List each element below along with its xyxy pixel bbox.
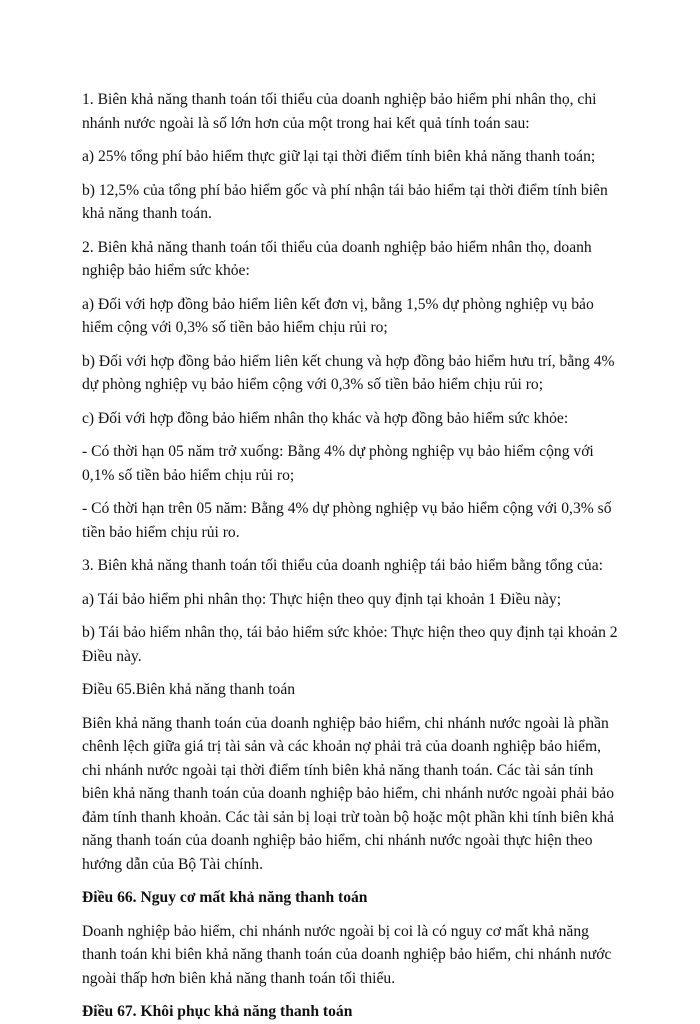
paragraph-khoan-2-b: b) Đối với hợp đồng bảo hiểm liên kết chung và hợp đồng bảo hiểm hưu trí, bằng 4% dự phòng nghiệp vụ bảo hiểm cộng với 0,3% số tiền bảo hiểm chịu rủi ro; bbox=[82, 352, 615, 393]
heading-dieu-66: Điều 66. Nguy cơ mất khả năng thanh toán bbox=[82, 889, 368, 906]
paragraph-khoan-1-b: b) 12,5% của tổng phí bảo hiểm gốc và phí nhận tái bảo hiểm tại thời điểm tính biên khả năng thanh toán. bbox=[82, 181, 608, 222]
paragraph-khoan-2-c: c) Đối với hợp đồng bảo hiểm nhân thọ khác và hợp đồng bảo hiểm sức khỏe: bbox=[82, 409, 569, 427]
paragraph-dieu-66-body: Doanh nghiệp bảo hiểm, chi nhánh nước ngoài bị coi là có nguy cơ mất khả năng thanh toán khi biên khả năng thanh toán của doanh nghiệp bảo hiểm, chi nhánh nước ngoài thấp hơn biên khả năng thanh toán tối thiểu. bbox=[82, 922, 612, 987]
paragraph-khoan-3-a: a) Tái bảo hiểm phi nhân thọ: Thực hiện theo quy định tại khoản 1 Điều này; bbox=[82, 590, 562, 608]
paragraph-dieu-65-body: Biên khả năng thanh toán của doanh nghiệp bảo hiểm, chi nhánh nước ngoài là phần chênh lệch giữa giá trị tài sản và các khoản nợ phải trả của doanh nghiệp bảo hiểm, chi nhánh nước ngoài tại thời điểm tính biên khả năng thanh toán. Các tài sản tính biên khả năng thanh toán của doanh nghiệp bảo hiểm, chi nhánh nước ngoài phải bảo đảm tính thanh khoản. Các tài sản bị loại trừ toàn bộ hoặc một phần khi tính biên khả năng thanh toán của doanh nghiệp bảo hiểm, chi nhánh nước ngoài thực hiện theo hướng dẫn của Bộ Tài chính. bbox=[82, 714, 615, 873]
heading-dieu-65: Điều 65.Biên khả năng thanh toán bbox=[82, 681, 296, 698]
paragraph-khoan-2-c-dash-1: - Có thời hạn 05 năm trở xuống: Bằng 4% dự phòng nghiệp vụ bảo hiểm cộng với 0,1% số tiền bảo hiểm chịu rủi ro; bbox=[82, 443, 594, 484]
heading-dieu-67: Điều 67. Khôi phục khả năng thanh toán bbox=[82, 1003, 353, 1020]
paragraph-khoan-2-a: a) Đối với hợp đồng bảo hiểm liên kết đơn vị, bằng 1,5% dự phòng nghiệp vụ bảo hiểm cộng với 0,3% số tiền bảo hiểm chịu rủi ro; bbox=[82, 295, 594, 336]
paragraph-khoan-3: 3. Biên khả năng thanh toán tối thiểu của doanh nghiệp tái bảo hiểm bằng tổng của: bbox=[82, 557, 603, 574]
paragraph-khoan-2-c-dash-2: - Có thời hạn trên 05 năm: Bằng 4% dự phòng nghiệp vụ bảo hiểm cộng với 0,3% số tiền bảo hiểm chịu rủi ro. bbox=[82, 500, 612, 541]
paragraph-khoan-3-b: b) Tái bảo hiểm nhân thọ, tái bảo hiểm sức khỏe: Thực hiện theo quy định tại khoản 2 Điều này. bbox=[82, 624, 618, 665]
paragraph-khoan-1: 1. Biên khả năng thanh toán tối thiểu của doanh nghiệp bảo hiểm phi nhân thọ, chi nhánh nước ngoài là số lớn hơn của một trong hai kết quả tính toán sau: bbox=[82, 91, 597, 132]
paragraph-khoan-1-a: a) 25% tổng phí bảo hiểm thực giữ lại tại thời điểm tính biên khả năng thanh toán; bbox=[82, 148, 596, 165]
paragraph-khoan-2: 2. Biên khả năng thanh toán tối thiểu của doanh nghiệp bảo hiểm nhân thọ, doanh nghiệp bảo hiểm sức khỏe: bbox=[82, 238, 592, 279]
